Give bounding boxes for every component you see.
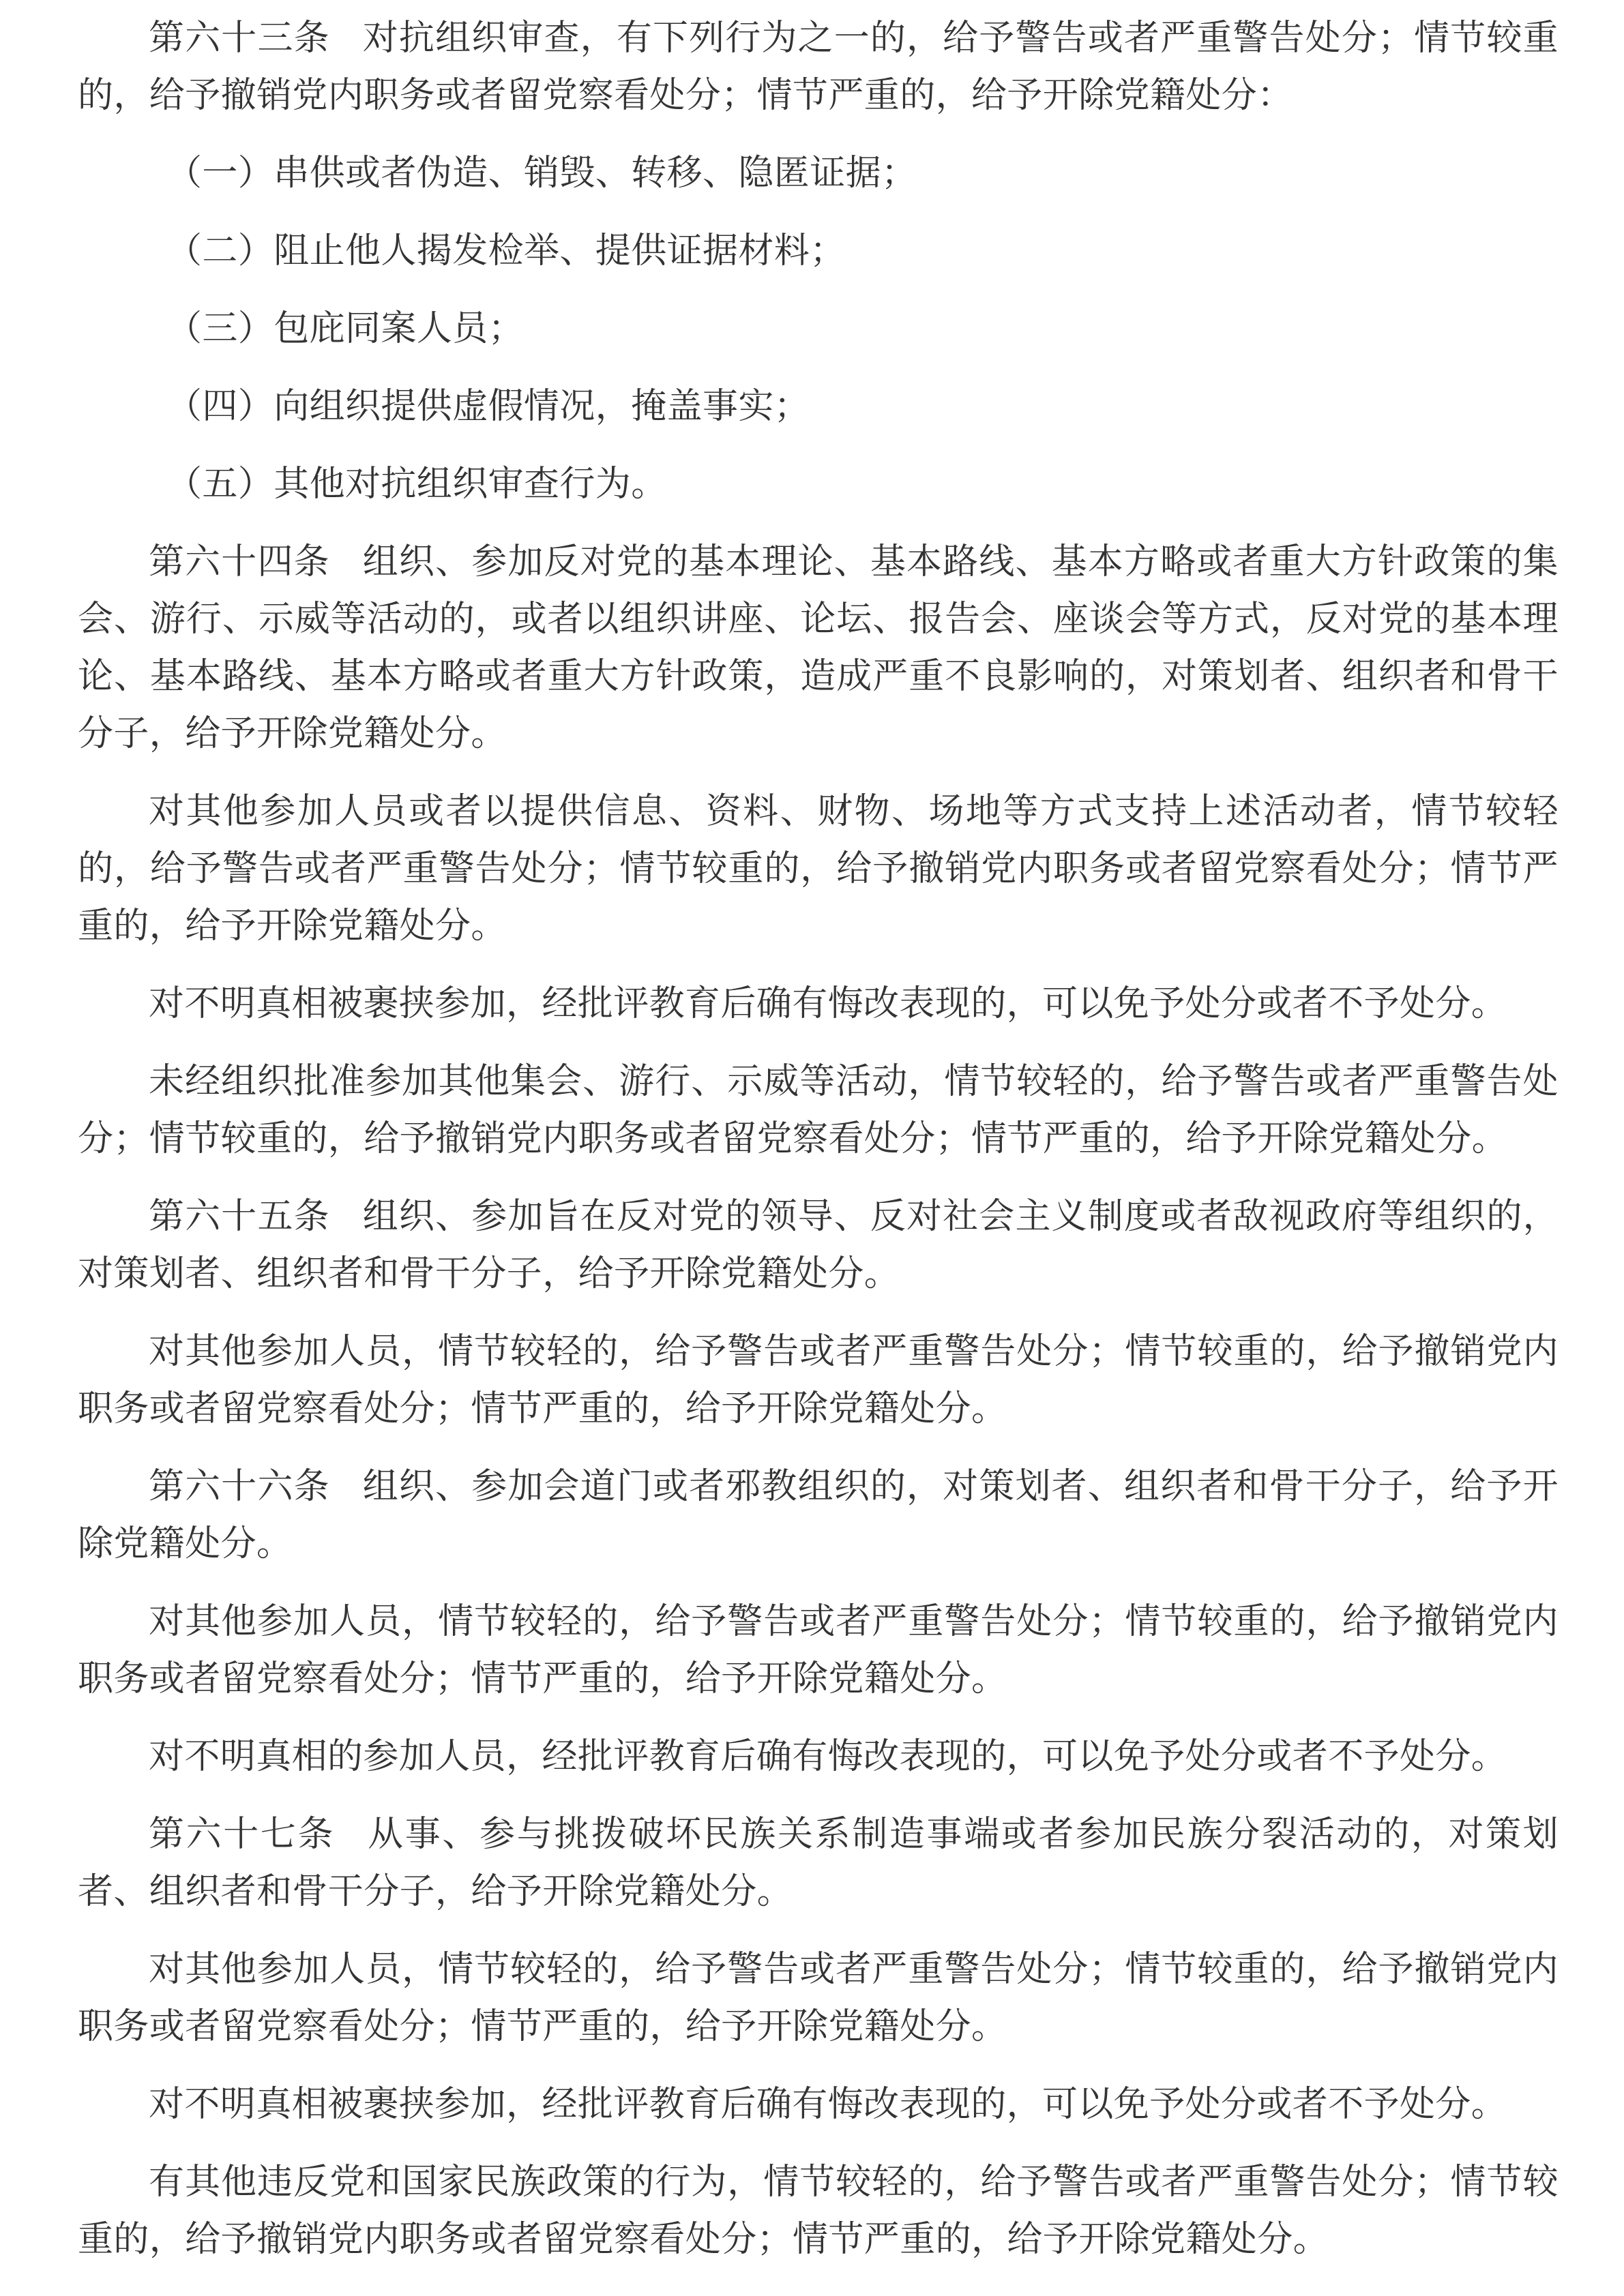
article-65-paragraph-2: 对其他参加人员，情节较轻的，给予警告或者严重警告处分；情节较重的，给予撤销党内职务或者留党察看处分；情节严重的，给予开除党籍处分。 bbox=[78, 1331, 1559, 1429]
article-66-paragraph bbox=[78, 1458, 1559, 1572]
article-66-paragraph-2: 对其他参加人员，情节较轻的，给予警告或者严重警告处分；情节较重的，给予撤销党内职务或者留党察看处分；情节严重的，给予开除党籍处分。 bbox=[78, 1601, 1559, 1699]
article-65-number: 第六十五条 bbox=[149, 1196, 330, 1237]
article-63-number: 第六十三条 bbox=[149, 18, 330, 59]
article-63-item-4: （四）向组织提供虚假情况，掩盖事实； bbox=[166, 386, 810, 427]
article-67-paragraph-4: 有其他违反党和国家民族政策的行为，情节较轻的，给予警告或者严重警告处分；情节较重的，给予撤销党内职务或者留党察看处分；情节严重的，给予开除党籍处分。 bbox=[78, 2162, 1559, 2260]
article-64-paragraph-4: 未经组织批准参加其他集会、游行、示威等活动，情节较轻的，给予警告或者严重警告处分；情节较重的，给予撤销党内职务或者留党察看处分；情节严重的，给予开除党籍处分。 bbox=[78, 1061, 1559, 1159]
article-64-paragraph-3: 对不明真相被裹挟参加，经批评教育后确有悔改表现的，可以免予处分或者不予处分。 bbox=[149, 983, 1507, 1024]
article-63-item-3: （三）包庇同案人员； bbox=[166, 308, 525, 349]
article-64-number: 第六十四条 bbox=[149, 541, 330, 582]
article-66-body: 组织、参加会道门或者邪教组织的，对策划者、组织者和骨干分子，给予开除党籍处分。 bbox=[78, 1466, 1559, 1564]
article-67-paragraph-3: 对不明真相被裹挟参加，经批评教育后确有悔改表现的，可以免予处分或者不予处分。 bbox=[149, 2084, 1507, 2125]
article-67-number: 第六十七条 bbox=[149, 1814, 336, 1855]
article-66-number: 第六十六条 bbox=[149, 1466, 330, 1507]
article-67-paragraph bbox=[78, 1806, 1559, 1920]
article-65-body: 组织、参加旨在反对党的领导、反对社会主义制度或者敌视政府等组织的，对策划者、组织者和骨干分子，给予开除党籍处分。 bbox=[78, 1196, 1559, 1294]
article-66-paragraph-3: 对不明真相的参加人员，经批评教育后确有悔改表现的，可以免予处分或者不予处分。 bbox=[149, 1736, 1507, 1777]
article-63-body: 对抗组织审查，有下列行为之一的，给予警告或者严重警告处分；情节较重的，给予撤销党内职务或者留党察看处分；情节严重的，给予开除党籍处分： bbox=[78, 18, 1559, 116]
article-64-body: 组织、参加反对党的基本理论、基本路线、基本方略或者重大方针政策的集会、游行、示威等活动的，或者以组织讲座、论坛、报告会、座谈会等方式，反对党的基本理论、基本路线、基本方略或者重大方针政策，造成严重不良影响的，对策划者、组织者和骨干分子，给予开除党籍处分。 bbox=[78, 541, 1559, 754]
article-67-body: 从事、参与挑拨破坏民族关系制造事端或者参加民族分裂活动的，对策划者、组织者和骨干分子，给予开除党籍处分。 bbox=[78, 1814, 1559, 1912]
article-64-paragraph bbox=[78, 533, 1559, 762]
article-63-paragraph bbox=[78, 10, 1559, 124]
article-63-item-1: （一）串供或者伪造、销毁、转移、隐匿证据； bbox=[166, 153, 917, 194]
article-67-paragraph-2: 对其他参加人员，情节较轻的，给予警告或者严重警告处分；情节较重的，给予撤销党内职务或者留党察看处分；情节严重的，给予开除党籍处分。 bbox=[78, 1949, 1559, 2047]
article-65-paragraph bbox=[78, 1188, 1559, 1302]
article-64-paragraph-2: 对其他参加人员或者以提供信息、资料、财物、场地等方式支持上述活动者，情节较轻的，给予警告或者严重警告处分；情节较重的，给予撤销党内职务或者留党察看处分；情节严重的，给予开除党籍处分。 bbox=[78, 791, 1559, 946]
article-63-item-5: （五）其他对抗组织审查行为。 bbox=[166, 464, 667, 505]
article-63-item-2: （二）阻止他人揭发检举、提供证据材料； bbox=[166, 230, 846, 271]
